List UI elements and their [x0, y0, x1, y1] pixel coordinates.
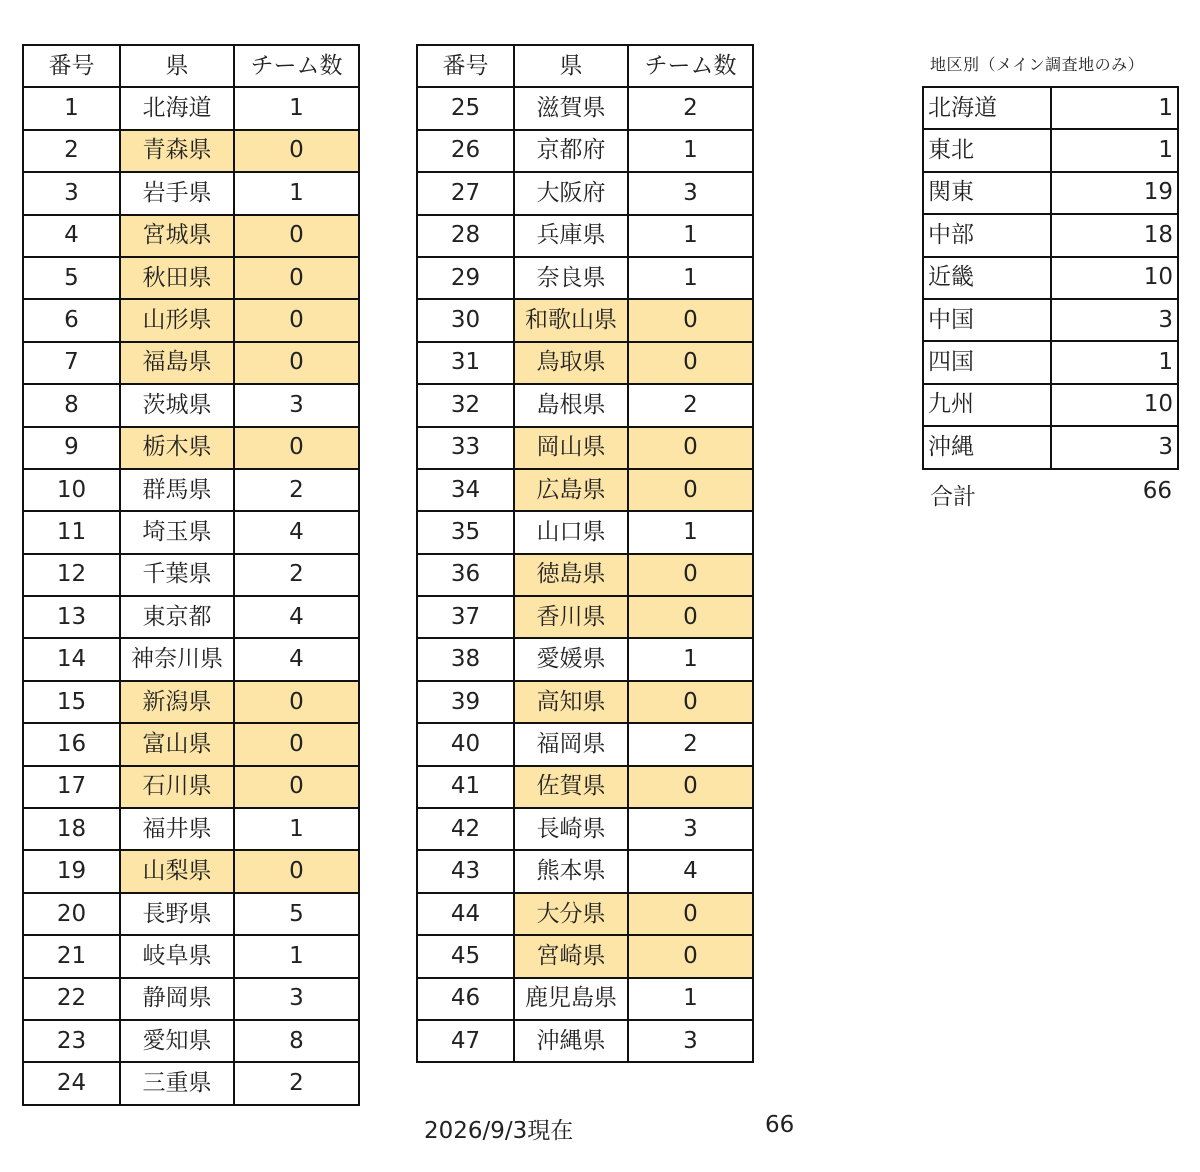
- table-row: [417, 681, 753, 723]
- pref-name: 愛知県: [120, 1020, 234, 1062]
- pref-number: 11: [23, 511, 120, 553]
- region-row: [923, 214, 1178, 256]
- pref-number: 46: [417, 978, 514, 1020]
- header-num: 番号: [417, 45, 514, 87]
- pref-number: 31: [417, 342, 514, 384]
- team-count: 4: [234, 638, 359, 680]
- pref-number: 2: [23, 130, 120, 172]
- pref-number: 37: [417, 596, 514, 638]
- region-value: 3: [1051, 299, 1178, 341]
- table-row: [417, 554, 753, 596]
- pref-name: 滋賀県: [514, 87, 628, 129]
- table-row: [23, 554, 359, 596]
- team-count: 1: [234, 172, 359, 214]
- pref-name: 山形県: [120, 299, 234, 341]
- table-row: [23, 257, 359, 299]
- pref-number: 25: [417, 87, 514, 129]
- region-title: 地区別（メイン調査地のみ）: [930, 55, 1145, 74]
- team-count: 0: [628, 596, 753, 638]
- region-row: [923, 172, 1178, 214]
- table-row: [23, 723, 359, 765]
- pref-number: 36: [417, 554, 514, 596]
- team-count: 0: [628, 427, 753, 469]
- team-count: 2: [234, 469, 359, 511]
- pref-number: 15: [23, 681, 120, 723]
- table-row: [417, 935, 753, 977]
- team-count: 0: [234, 342, 359, 384]
- team-count: 8: [234, 1020, 359, 1062]
- team-count: 5: [234, 893, 359, 935]
- region-value: 19: [1051, 172, 1178, 214]
- table-row: [417, 638, 753, 680]
- table-row: [23, 893, 359, 935]
- team-count: 0: [234, 427, 359, 469]
- team-count: 1: [628, 638, 753, 680]
- team-count: 2: [234, 554, 359, 596]
- pref-number: 32: [417, 384, 514, 426]
- team-count: 1: [628, 511, 753, 553]
- table-row: [417, 1020, 753, 1062]
- team-count: 2: [234, 1062, 359, 1104]
- team-count: 3: [628, 172, 753, 214]
- team-count: 0: [234, 850, 359, 892]
- region-row: [923, 384, 1178, 426]
- pref-number: 21: [23, 935, 120, 977]
- pref-name: 長野県: [120, 893, 234, 935]
- region-value: 10: [1051, 384, 1178, 426]
- table-row: [23, 172, 359, 214]
- region-value: 18: [1051, 214, 1178, 256]
- pref-number: 8: [23, 384, 120, 426]
- table-row: [23, 850, 359, 892]
- pref-number: 1: [23, 87, 120, 129]
- pref-name: 広島県: [514, 469, 628, 511]
- pref-number: 3: [23, 172, 120, 214]
- pref-name: 佐賀県: [514, 766, 628, 808]
- pref-name: 和歌山県: [514, 299, 628, 341]
- team-count: 0: [234, 215, 359, 257]
- table-row: [23, 511, 359, 553]
- team-count: 0: [234, 130, 359, 172]
- team-count: 0: [628, 681, 753, 723]
- pref-number: 23: [23, 1020, 120, 1062]
- pref-name: 大阪府: [514, 172, 628, 214]
- team-count: 1: [234, 87, 359, 129]
- pref-name: 福島県: [120, 342, 234, 384]
- pref-number: 12: [23, 554, 120, 596]
- region-value: 1: [1051, 129, 1178, 171]
- pref-name: 鳥取県: [514, 342, 628, 384]
- pref-name: 宮崎県: [514, 935, 628, 977]
- team-count: 0: [234, 299, 359, 341]
- pref-name: 北海道: [120, 87, 234, 129]
- table-row: [23, 808, 359, 850]
- table-row: [23, 596, 359, 638]
- footer-total: 66: [765, 1112, 795, 1138]
- team-count: 4: [234, 596, 359, 638]
- table-row: [23, 766, 359, 808]
- pref-number: 26: [417, 130, 514, 172]
- pref-name: 岐阜県: [120, 935, 234, 977]
- pref-name: 福井県: [120, 808, 234, 850]
- team-count: 2: [628, 723, 753, 765]
- pref-number: 45: [417, 935, 514, 977]
- pref-name: 石川県: [120, 766, 234, 808]
- table-row: [417, 384, 753, 426]
- pref-name: 宮城県: [120, 215, 234, 257]
- table-row: [23, 638, 359, 680]
- team-count: 4: [234, 511, 359, 553]
- pref-number: 4: [23, 215, 120, 257]
- pref-number: 5: [23, 257, 120, 299]
- team-count: 1: [234, 808, 359, 850]
- pref-number: 33: [417, 427, 514, 469]
- pref-number: 22: [23, 978, 120, 1020]
- table-row: [417, 87, 753, 129]
- pref-number: 41: [417, 766, 514, 808]
- pref-name: 熊本県: [514, 850, 628, 892]
- region-name: 中国: [923, 299, 1051, 341]
- region-row: [923, 129, 1178, 171]
- pref-number: 35: [417, 511, 514, 553]
- header-teams: チーム数: [234, 45, 359, 87]
- table-row: [23, 469, 359, 511]
- header-pref: 県: [120, 45, 234, 87]
- pref-name: 茨城県: [120, 384, 234, 426]
- table-header-row: [23, 45, 359, 87]
- header-pref: 県: [514, 45, 628, 87]
- team-count: 1: [628, 130, 753, 172]
- team-count: 1: [234, 935, 359, 977]
- pref-name: 埼玉県: [120, 511, 234, 553]
- pref-name: 大分県: [514, 893, 628, 935]
- pref-number: 28: [417, 215, 514, 257]
- pref-name: 山梨県: [120, 850, 234, 892]
- table-row: [23, 87, 359, 129]
- team-count: 2: [628, 87, 753, 129]
- pref-number: 38: [417, 638, 514, 680]
- table-row: [23, 1020, 359, 1062]
- pref-number: 18: [23, 808, 120, 850]
- pref-name: 秋田県: [120, 257, 234, 299]
- region-row: [923, 341, 1178, 383]
- pref-number: 10: [23, 469, 120, 511]
- region-name: 中部: [923, 214, 1051, 256]
- region-name: 北海道: [923, 87, 1051, 129]
- pref-number: 19: [23, 850, 120, 892]
- header-num: 番号: [23, 45, 120, 87]
- pref-name: 千葉県: [120, 554, 234, 596]
- pref-number: 6: [23, 299, 120, 341]
- team-count: 3: [628, 808, 753, 850]
- pref-number: 29: [417, 257, 514, 299]
- region-name: 沖縄: [923, 426, 1051, 468]
- region-row: [923, 299, 1178, 341]
- table-row: [23, 1062, 359, 1104]
- pref-name: 山口県: [514, 511, 628, 553]
- team-count: 0: [628, 893, 753, 935]
- pref-number: 20: [23, 893, 120, 935]
- pref-name: 福岡県: [514, 723, 628, 765]
- table-row: [417, 299, 753, 341]
- region-total-label: 合計: [930, 484, 976, 510]
- table-row: [23, 427, 359, 469]
- team-count: 3: [234, 384, 359, 426]
- pref-name: 岩手県: [120, 172, 234, 214]
- pref-name: 新潟県: [120, 681, 234, 723]
- team-count: 0: [628, 935, 753, 977]
- pref-name: 長崎県: [514, 808, 628, 850]
- pref-name: 高知県: [514, 681, 628, 723]
- pref-name: 神奈川県: [120, 638, 234, 680]
- team-count: 0: [628, 766, 753, 808]
- team-count: 3: [234, 978, 359, 1020]
- pref-number: 13: [23, 596, 120, 638]
- team-count: 2: [628, 384, 753, 426]
- table-row: [417, 257, 753, 299]
- table-row: [23, 384, 359, 426]
- pref-name: 兵庫県: [514, 215, 628, 257]
- region-value: 1: [1051, 341, 1178, 383]
- region-name: 関東: [923, 172, 1051, 214]
- pref-name: 東京都: [120, 596, 234, 638]
- team-count: 0: [234, 681, 359, 723]
- table-row: [417, 596, 753, 638]
- team-count: 0: [234, 766, 359, 808]
- pref-number: 34: [417, 469, 514, 511]
- table-row: [417, 342, 753, 384]
- region-name: 東北: [923, 129, 1051, 171]
- team-count: 4: [628, 850, 753, 892]
- region-value: 10: [1051, 257, 1178, 299]
- pref-name: 富山県: [120, 723, 234, 765]
- pref-number: 24: [23, 1062, 120, 1104]
- table-row: [417, 130, 753, 172]
- region-row: [923, 257, 1178, 299]
- table-row: [417, 511, 753, 553]
- pref-name: 沖縄県: [514, 1020, 628, 1062]
- table-row: [417, 469, 753, 511]
- pref-name: 群馬県: [120, 469, 234, 511]
- pref-number: 42: [417, 808, 514, 850]
- pref-name: 奈良県: [514, 257, 628, 299]
- prefecture-table-2: [416, 44, 754, 1063]
- pref-number: 14: [23, 638, 120, 680]
- pref-number: 16: [23, 723, 120, 765]
- table-row: [417, 766, 753, 808]
- pref-number: 9: [23, 427, 120, 469]
- pref-name: 栃木県: [120, 427, 234, 469]
- table-row: [23, 130, 359, 172]
- pref-name: 岡山県: [514, 427, 628, 469]
- header-teams: チーム数: [628, 45, 753, 87]
- pref-name: 香川県: [514, 596, 628, 638]
- team-count: 0: [628, 342, 753, 384]
- region-value: 3: [1051, 426, 1178, 468]
- pref-number: 47: [417, 1020, 514, 1062]
- table-row: [417, 172, 753, 214]
- pref-name: 静岡県: [120, 978, 234, 1020]
- region-name: 九州: [923, 384, 1051, 426]
- table-body: [23, 87, 359, 1104]
- table-row: [23, 935, 359, 977]
- pref-name: 徳島県: [514, 554, 628, 596]
- pref-name: 愛媛県: [514, 638, 628, 680]
- team-count: 0: [628, 469, 753, 511]
- pref-number: 39: [417, 681, 514, 723]
- table-row: [417, 723, 753, 765]
- region-row: [923, 87, 1178, 129]
- table-row: [417, 808, 753, 850]
- pref-name: 島根県: [514, 384, 628, 426]
- pref-number: 27: [417, 172, 514, 214]
- pref-number: 44: [417, 893, 514, 935]
- pref-number: 40: [417, 723, 514, 765]
- team-count: 3: [628, 1020, 753, 1062]
- region-name: 四国: [923, 341, 1051, 383]
- pref-number: 7: [23, 342, 120, 384]
- table-row: [23, 978, 359, 1020]
- region-value: 1: [1051, 87, 1178, 129]
- team-count: 0: [234, 257, 359, 299]
- region-row: [923, 426, 1178, 468]
- team-count: 1: [628, 257, 753, 299]
- pref-name: 鹿児島県: [514, 978, 628, 1020]
- table-row: [417, 893, 753, 935]
- region-table: [922, 86, 1179, 470]
- pref-name: 京都府: [514, 130, 628, 172]
- table-row: [417, 427, 753, 469]
- pref-name: 青森県: [120, 130, 234, 172]
- prefecture-table-1: [22, 44, 360, 1106]
- table-row: [417, 978, 753, 1020]
- team-count: 1: [628, 978, 753, 1020]
- as-of-date: 2026/9/3現在: [424, 1118, 574, 1144]
- team-count: 0: [628, 554, 753, 596]
- team-count: 0: [234, 723, 359, 765]
- table-row: [417, 850, 753, 892]
- table-row: [417, 215, 753, 257]
- region-total-value: 66: [1142, 478, 1172, 504]
- pref-number: 17: [23, 766, 120, 808]
- table-row: [23, 299, 359, 341]
- table-row: [23, 215, 359, 257]
- table-row: [23, 342, 359, 384]
- pref-number: 43: [417, 850, 514, 892]
- team-count: 0: [628, 299, 753, 341]
- team-count: 1: [628, 215, 753, 257]
- table-row: [23, 681, 359, 723]
- table-header-row: [417, 45, 753, 87]
- region-name: 近畿: [923, 257, 1051, 299]
- table-body: [417, 87, 753, 1062]
- pref-name: 三重県: [120, 1062, 234, 1104]
- pref-number: 30: [417, 299, 514, 341]
